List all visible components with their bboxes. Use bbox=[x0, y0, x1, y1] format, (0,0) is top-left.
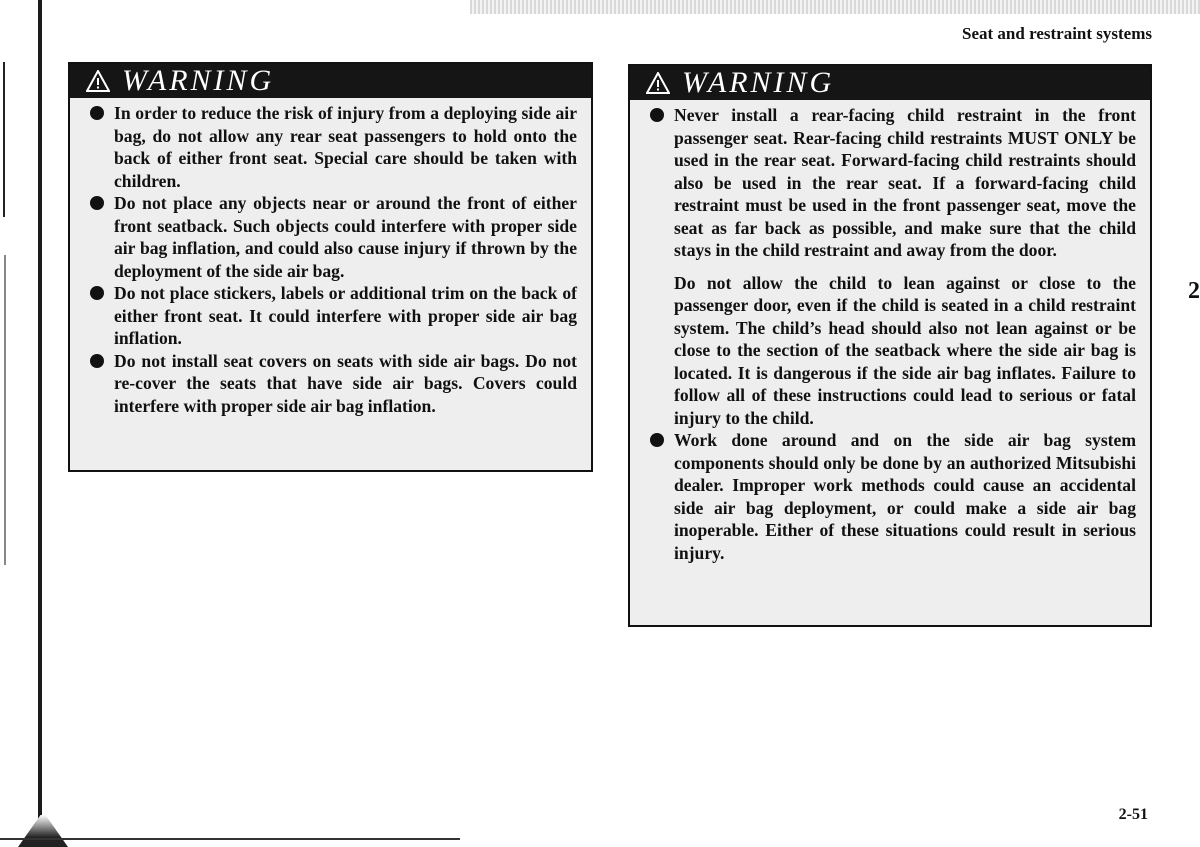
warning-bullet: In order to reduce the risk of injury from a deploying side air bag, do not allow any rear seat passengers to hold onto the back of either front seat. Special care should be taken with children. bbox=[88, 102, 577, 192]
warning-triangle-icon bbox=[86, 70, 110, 92]
section-title: Seat and restraint systems bbox=[962, 24, 1152, 43]
warning-bullet: Do not install seat covers on seats with side air bags. Do not re-cover the seats that have side air bags. Covers could interfere with proper side air bag inflation. bbox=[88, 350, 577, 418]
warning-bullet: Do not place stickers, labels or additional trim on the back of either front seat. It could interfere with proper side air bag inflation. bbox=[88, 282, 577, 350]
edge-mark bbox=[3, 62, 5, 217]
warning-body bbox=[70, 98, 591, 417]
warning-title: WARNING bbox=[682, 66, 835, 99]
warning-bullet: Do not place any objects near or around the front of either front seatback. Such objects could interfere with proper side air bag inflation, and could also cause injury if thrown by the deployment of the side air bag. bbox=[88, 192, 577, 282]
warning-bullet: Never install a rear-facing child restraint in the front passenger seat. Rear-facing child restraints MUST ONLY be used in the rear seat. Forward-facing child restraints should also be used in the rear seat. If a forward-facing child restraint must be used in the front passenger seat, move the seat as far back as possible, and make sure that the child stays in the child restraint and away from the door. bbox=[648, 104, 1136, 262]
warning-box bbox=[628, 64, 1152, 627]
warning-header bbox=[70, 64, 591, 98]
page-number: 2-51 bbox=[1118, 806, 1148, 823]
warning-box bbox=[68, 62, 593, 472]
warning-bullet: Work done around and on the side air bag system components should only be done by an authorized Mitsubishi dealer. Improper work methods could cause an accidental side air bag deployment, or could make a side air bag inoperable. Either of these situations could result in serious injury. bbox=[648, 429, 1136, 564]
warning-paragraph: Do not allow the child to lean against or close to the passenger door, even if the child is seated in a child restraint system. The child’s head should also not lean against or be close to the section of the seatback where the side air bag is located. It is dangerous if the side air bag inflates. Failure to follow all of these instructions could lead to serious or fatal injury to the child. bbox=[674, 272, 1136, 428]
bottom-rule bbox=[0, 838, 460, 840]
chapter-tab: 2 bbox=[1188, 278, 1200, 304]
warning-header bbox=[630, 66, 1150, 100]
warning-title: WARNING bbox=[122, 64, 275, 97]
edge-mark bbox=[4, 255, 6, 565]
warning-body bbox=[630, 100, 1150, 564]
warning-triangle-icon bbox=[646, 72, 670, 94]
page-binding-foot bbox=[18, 815, 68, 847]
page-binding-line bbox=[38, 0, 42, 830]
scan-artifact-strip bbox=[470, 0, 1200, 14]
